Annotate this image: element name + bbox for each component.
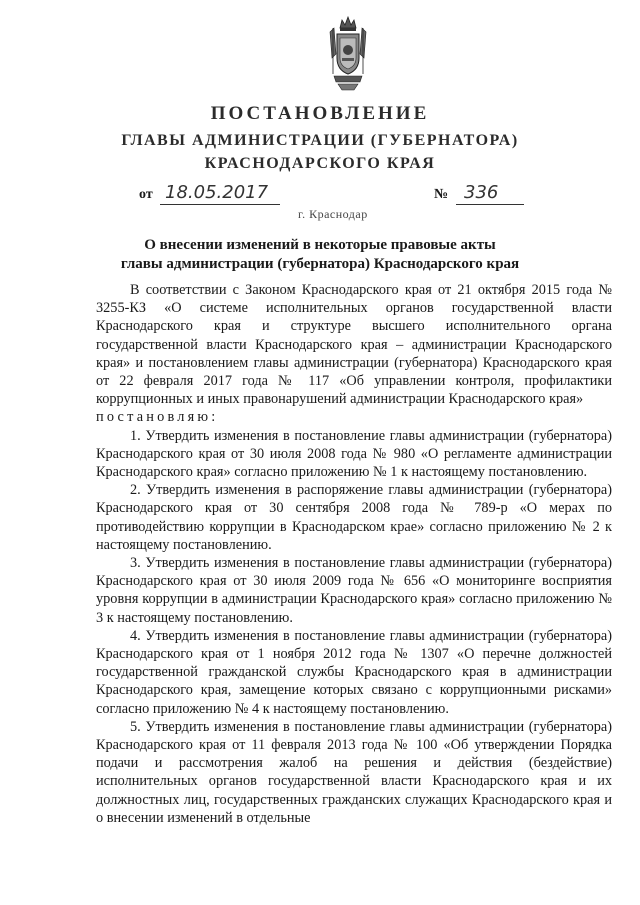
preamble-paragraph: В соответствии с Законом Краснодарского края от 21 октября 2015 года № 3255-КЗ «О системе исполнительных органов государственной власти Краснодарского края и структуре высшего исполнительного органа государственной власти Краснодарского края – администрации Краснодарского края» и постановлением главы администрации (губернатора) Краснодарского края от 22 февраля 2017 года № 117 «Об управлении контроля, профилактики коррупционных и иных правонарушений администрации Краснодарского края» [96,282,612,408]
subject-line-1: О внесении изменений в некоторые правовые акты [144,237,496,253]
date-value: 18.05.2017 [165,182,269,203]
list-item: 4. Утвердить изменения в постановление главы администрации (губернатора) Краснодарского края от 1 ноября 2012 года № 1307 «О перечне должностей государственной гражданской службы Краснодарского края в администрации Краснодарского края, замещение которых связано с коррупционными рисками» согласно приложению № 4 к настоящему постановлению. [96,627,612,717]
resolve-word: постановляю: [96,409,219,426]
list-item: 3. Утвердить изменения в постановление главы администрации (губернатора) Краснодарского края от 30 июля 2009 года № 656 «О мониторинге восприятия уровня коррупции в администрации Краснодарского края» согласно приложению № 3 к настоящему постановлению. [96,555,612,626]
document-region: КРАСНОДАРСКОГО КРАЯ [204,155,436,172]
document-subject [0,236,640,274]
list-item: 2. Утвердить изменения в распоряжение главы администрации (губернатора) Краснодарского края от 30 сентября 2008 года № 789-р «О мерах по противодействию коррупции в Краснодарском крае» согласно приложению № 2 к настоящему постановлению. [96,482,612,553]
date-number-row [0,182,640,209]
document-issuer: ГЛАВЫ АДМИНИСТРАЦИИ (ГУБЕРНАТОРА) [121,132,519,149]
date-underline [160,204,280,205]
list-item: 5. Утвердить изменения в постановление главы администрации (губернатора) Краснодарского края от 11 февраля 2013 года № 100 «Об утверждении Порядка подачи и рассмотрения жалоб на решения и действия (бездействие) исполнительных органов государственной власти Краснодарского края и их должностных лиц, государственных гражданских служащих Краснодарского края и о внесении изменений в отдельные [96,718,612,826]
city-label: г. Краснодар [298,207,368,221]
document-title: ПОСТАНОВЛЕНИЕ [210,103,430,124]
coat-of-arms-icon [324,14,372,94]
number-value: 336 [464,182,499,203]
list-item: 1. Утвердить изменения в постановление главы администрации (губернатора) Краснодарского края от 30 июля 2008 года № 980 «О регламенте администрации Краснодарского края» согласно приложению № 1 к настоящему постановлению. [96,427,612,481]
subject-line-2: главы администрации (губернатора) Краснодарского края [120,256,520,272]
date-label: от [139,187,153,202]
number-underline [456,204,524,205]
number-label: № [434,187,449,202]
document-body [96,281,612,827]
